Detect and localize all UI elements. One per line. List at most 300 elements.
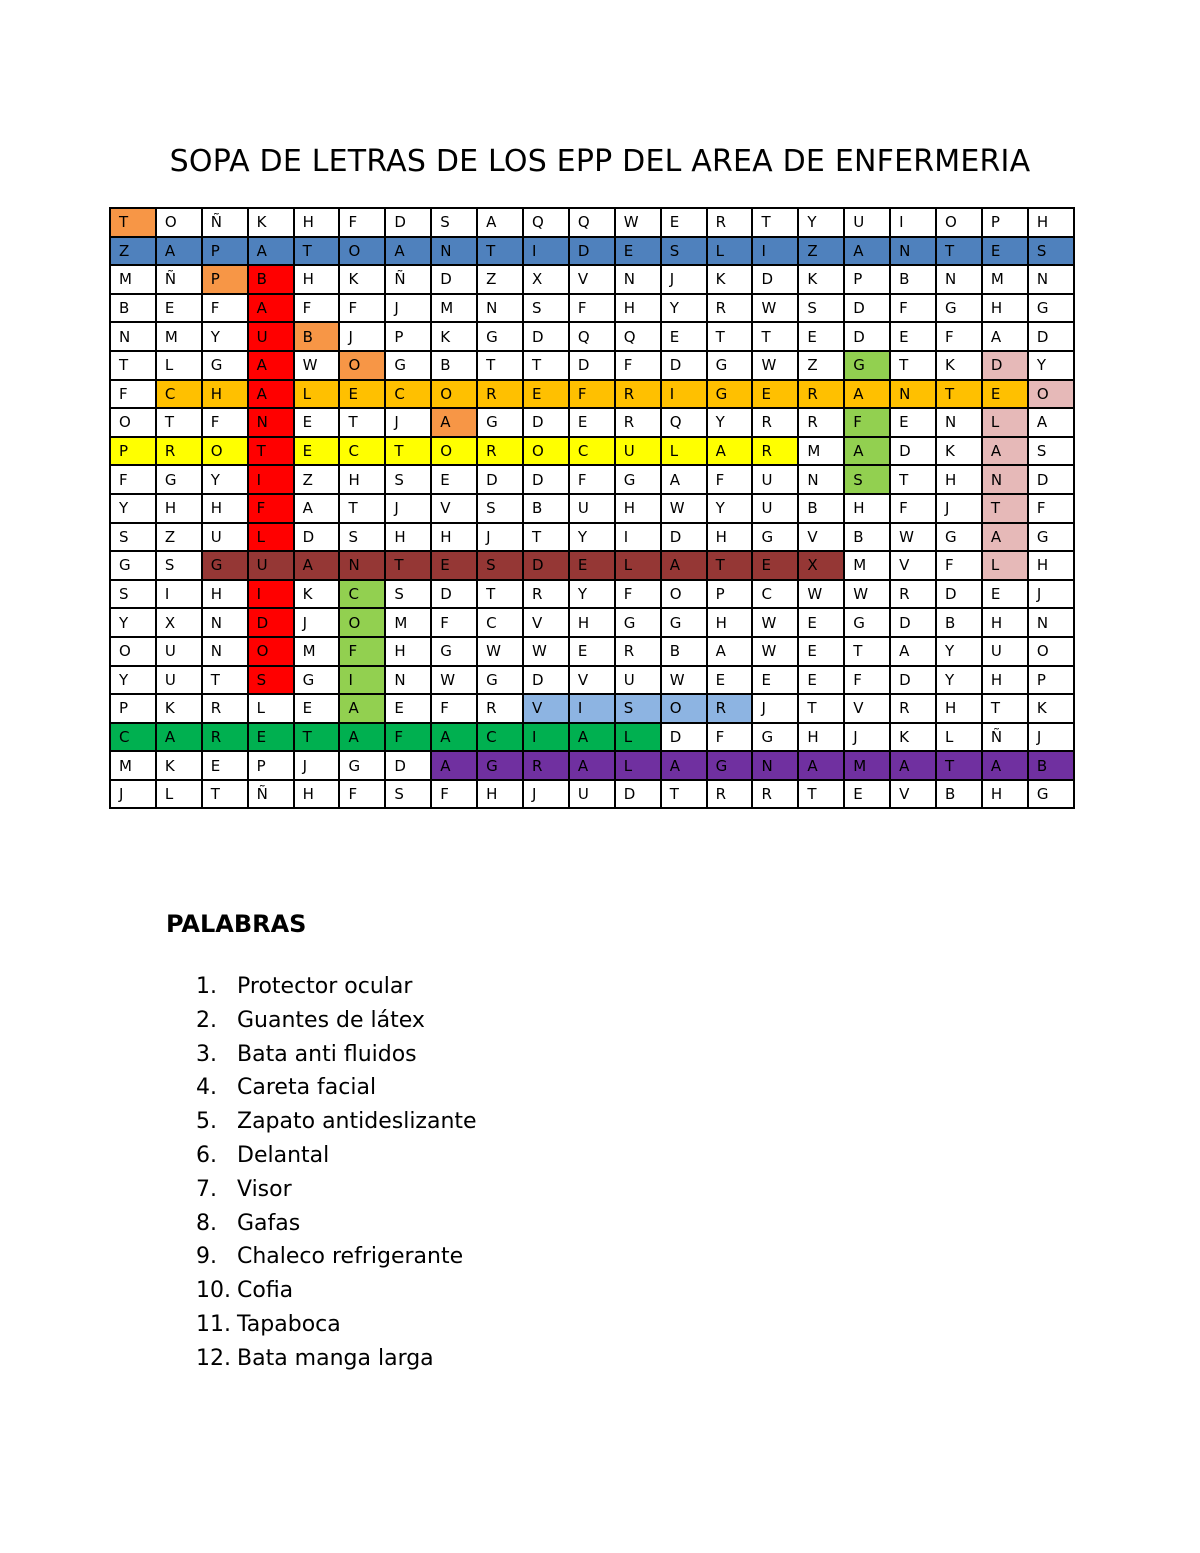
grid-cell: T [844, 637, 890, 666]
grid-cell: E [294, 437, 340, 466]
grid-cell: H [707, 608, 753, 637]
grid-cell: W [431, 666, 477, 695]
grid-cell: O [523, 437, 569, 466]
grid-cell: R [752, 780, 798, 809]
grid-cell: E [431, 465, 477, 494]
grid-cell: B [798, 494, 844, 523]
grid-cell: D [1028, 322, 1074, 351]
grid-cell: F [615, 580, 661, 609]
grid-cell: J [294, 751, 340, 780]
grid-cell: D [523, 465, 569, 494]
list-item-text: Gafas [237, 1210, 301, 1236]
grid-cell: I [523, 237, 569, 266]
grid-cell: H [798, 723, 844, 752]
grid-cell: N [890, 237, 936, 266]
grid-cell: H [844, 494, 890, 523]
grid-cell: J [477, 523, 523, 552]
grid-cell: O [661, 580, 707, 609]
grid-cell: B [294, 322, 340, 351]
grid-cell: Y [202, 322, 248, 351]
grid-cell: P [110, 694, 156, 723]
grid-cell: T [385, 437, 431, 466]
grid-row [110, 723, 1074, 752]
list-item [196, 1173, 477, 1207]
grid-cell: P [110, 437, 156, 466]
grid-cell: M [156, 322, 202, 351]
grid-cell: Q [569, 322, 615, 351]
grid-cell: D [385, 751, 431, 780]
grid-cell: B [248, 265, 294, 294]
grid-row [110, 608, 1074, 637]
grid-cell: W [661, 666, 707, 695]
grid-cell: L [982, 408, 1028, 437]
grid-cell: F [431, 608, 477, 637]
grid-cell: T [936, 237, 982, 266]
grid-row [110, 523, 1074, 552]
grid-cell: S [431, 208, 477, 237]
grid-cell: F [707, 465, 753, 494]
list-item-number: 2. [196, 1007, 217, 1033]
grid-cell: Z [798, 351, 844, 380]
list-item [196, 1308, 477, 1342]
grid-row [110, 380, 1074, 409]
grid-cell: T [707, 551, 753, 580]
words-heading: PALABRAS [166, 910, 307, 938]
grid-cell: D [615, 780, 661, 809]
grid-row [110, 294, 1074, 323]
grid-cell: D [477, 465, 523, 494]
grid-cell: E [798, 322, 844, 351]
grid-cell: O [156, 208, 202, 237]
grid-cell: N [248, 408, 294, 437]
grid-cell: O [431, 437, 477, 466]
grid-cell: F [1028, 494, 1074, 523]
grid-cell: B [1028, 751, 1074, 780]
grid-cell: Q [615, 322, 661, 351]
grid-cell: Y [936, 666, 982, 695]
grid-cell: R [707, 294, 753, 323]
list-item [196, 1038, 477, 1072]
grid-cell: D [569, 237, 615, 266]
grid-cell: F [339, 208, 385, 237]
grid-cell: U [844, 208, 890, 237]
grid-cell: J [661, 265, 707, 294]
grid-cell: L [294, 380, 340, 409]
grid-cell: A [1028, 408, 1074, 437]
grid-cell: E [294, 408, 340, 437]
grid-cell: E [385, 694, 431, 723]
grid-cell: R [798, 408, 844, 437]
grid-cell: E [798, 637, 844, 666]
grid-cell: N [936, 265, 982, 294]
grid-cell: A [569, 723, 615, 752]
list-item-text: Tapaboca [237, 1311, 341, 1337]
grid-cell: H [615, 494, 661, 523]
grid-cell: R [523, 751, 569, 780]
grid-cell: H [982, 780, 1028, 809]
grid-cell: E [798, 666, 844, 695]
grid-cell: A [339, 723, 385, 752]
grid-cell: M [110, 751, 156, 780]
grid-cell: E [431, 551, 477, 580]
grid-cell: O [936, 208, 982, 237]
grid-cell: X [523, 265, 569, 294]
grid-cell: G [1028, 780, 1074, 809]
grid-cell: Y [110, 608, 156, 637]
grid-cell: S [110, 523, 156, 552]
grid-cell: W [752, 608, 798, 637]
grid-cell: H [569, 608, 615, 637]
list-item [196, 1139, 477, 1173]
grid-cell: J [936, 494, 982, 523]
grid-cell: T [294, 723, 340, 752]
grid-cell: T [661, 780, 707, 809]
grid-cell: R [890, 694, 936, 723]
grid-cell: C [156, 380, 202, 409]
grid-cell: Y [661, 294, 707, 323]
grid-cell: Ñ [385, 265, 431, 294]
grid-cell: G [385, 351, 431, 380]
grid-cell: B [936, 608, 982, 637]
grid-cell: N [202, 637, 248, 666]
grid-cell: J [1028, 580, 1074, 609]
grid-cell: U [615, 437, 661, 466]
grid-cell: N [431, 237, 477, 266]
grid-cell: P [385, 322, 431, 351]
grid-cell: L [156, 351, 202, 380]
list-item-number: 4. [196, 1075, 217, 1101]
grid-cell: S [248, 666, 294, 695]
grid-cell: K [339, 265, 385, 294]
grid-cell: C [569, 437, 615, 466]
grid-cell: N [936, 408, 982, 437]
grid-row [110, 351, 1074, 380]
grid-cell: P [248, 751, 294, 780]
grid-cell: L [936, 723, 982, 752]
grid-cell: H [156, 494, 202, 523]
grid-cell: H [385, 523, 431, 552]
grid-cell: P [982, 208, 1028, 237]
grid-cell: L [982, 551, 1028, 580]
grid-row [110, 780, 1074, 809]
grid-cell: W [294, 351, 340, 380]
grid-cell: T [982, 694, 1028, 723]
grid-cell: E [798, 608, 844, 637]
grid-cell: A [248, 237, 294, 266]
grid-cell: N [1028, 608, 1074, 637]
grid-cell: H [615, 294, 661, 323]
grid-cell: L [661, 437, 707, 466]
grid-cell: H [385, 637, 431, 666]
grid-cell: Q [661, 408, 707, 437]
grid-cell: H [1028, 208, 1074, 237]
grid-body [110, 208, 1074, 808]
grid-cell: G [339, 751, 385, 780]
grid-cell: T [798, 780, 844, 809]
grid-cell: W [844, 580, 890, 609]
grid-cell: D [523, 408, 569, 437]
list-item-text: Delantal [237, 1142, 330, 1168]
grid-cell: F [110, 465, 156, 494]
grid-cell: W [890, 523, 936, 552]
list-item-number: 9. [196, 1244, 217, 1270]
grid-cell: A [661, 751, 707, 780]
grid-cell: D [661, 523, 707, 552]
grid-cell: M [844, 751, 890, 780]
grid-cell: L [248, 523, 294, 552]
list-item-text: Careta facial [237, 1075, 377, 1101]
grid-cell: M [385, 608, 431, 637]
grid-row [110, 237, 1074, 266]
grid-cell: J [110, 780, 156, 809]
grid-cell: Z [294, 465, 340, 494]
grid-cell: W [752, 294, 798, 323]
grid-cell: N [615, 265, 661, 294]
grid-cell: S [339, 523, 385, 552]
grid-cell: G [1028, 523, 1074, 552]
list-item [196, 1207, 477, 1241]
grid-row [110, 437, 1074, 466]
grid-cell: K [936, 437, 982, 466]
grid-cell: W [615, 208, 661, 237]
grid-cell: G [615, 465, 661, 494]
grid-cell: P [844, 265, 890, 294]
word-search-grid [109, 207, 1075, 809]
grid-cell: A [339, 694, 385, 723]
grid-cell: I [248, 580, 294, 609]
grid-cell: L [707, 237, 753, 266]
grid-cell: E [523, 380, 569, 409]
grid-cell: R [707, 694, 753, 723]
word-list [196, 970, 477, 1376]
grid-cell: N [385, 666, 431, 695]
grid-cell: O [1028, 637, 1074, 666]
grid-cell: A [248, 380, 294, 409]
grid-cell: E [752, 551, 798, 580]
list-item-number: 1. [196, 974, 217, 999]
list-item-number: 8. [196, 1210, 217, 1236]
grid-cell: F [707, 723, 753, 752]
list-item-number: 12. [196, 1345, 231, 1371]
grid-cell: S [385, 580, 431, 609]
grid-cell: U [202, 523, 248, 552]
grid-cell: I [661, 380, 707, 409]
grid-cell: U [982, 637, 1028, 666]
grid-cell: F [844, 666, 890, 695]
grid-cell: H [431, 523, 477, 552]
grid-row [110, 494, 1074, 523]
grid-cell: G [707, 380, 753, 409]
grid-cell: H [936, 465, 982, 494]
grid-cell: F [890, 494, 936, 523]
grid-cell: D [569, 351, 615, 380]
grid-cell: A [982, 523, 1028, 552]
grid-cell: D [890, 437, 936, 466]
grid-cell: F [936, 551, 982, 580]
grid-cell: J [294, 608, 340, 637]
list-item-text: Protector ocular [237, 974, 413, 999]
grid-cell: F [385, 723, 431, 752]
grid-cell: H [294, 265, 340, 294]
grid-cell: T [890, 465, 936, 494]
grid-cell: T [477, 580, 523, 609]
grid-cell: T [752, 322, 798, 351]
grid-cell: D [523, 322, 569, 351]
grid-cell: Z [798, 237, 844, 266]
grid-cell: N [202, 608, 248, 637]
grid-cell: L [156, 780, 202, 809]
grid-cell: R [752, 408, 798, 437]
list-item-text: Visor [237, 1176, 292, 1202]
grid-cell: F [569, 465, 615, 494]
grid-cell: G [752, 523, 798, 552]
grid-cell: E [982, 580, 1028, 609]
grid-cell: I [523, 723, 569, 752]
grid-cell: I [156, 580, 202, 609]
list-item-number: 5. [196, 1109, 217, 1135]
grid-cell: R [798, 380, 844, 409]
grid-cell: H [202, 580, 248, 609]
grid-row [110, 751, 1074, 780]
grid-cell: Y [569, 580, 615, 609]
grid-cell: T [110, 208, 156, 237]
grid-cell: D [523, 551, 569, 580]
grid-cell: L [615, 551, 661, 580]
grid-cell: T [707, 322, 753, 351]
grid-cell: E [615, 237, 661, 266]
grid-cell: T [752, 208, 798, 237]
grid-cell: G [110, 551, 156, 580]
grid-cell: T [890, 351, 936, 380]
grid-cell: R [707, 780, 753, 809]
list-item-number: 10. [196, 1278, 231, 1304]
grid-cell: T [202, 666, 248, 695]
grid-cell: A [156, 237, 202, 266]
grid-cell: J [385, 294, 431, 323]
grid-cell: E [569, 551, 615, 580]
grid-cell: K [890, 723, 936, 752]
grid-cell: K [798, 265, 844, 294]
grid-cell: A [661, 551, 707, 580]
grid-cell: H [1028, 551, 1074, 580]
grid-cell: D [294, 523, 340, 552]
grid-cell: R [202, 723, 248, 752]
grid-cell: D [844, 294, 890, 323]
grid-cell: C [477, 723, 523, 752]
grid-cell: C [385, 380, 431, 409]
grid-cell: Y [110, 494, 156, 523]
grid-cell: R [752, 437, 798, 466]
grid-cell: Ñ [156, 265, 202, 294]
grid-cell: F [339, 637, 385, 666]
grid-cell: E [569, 408, 615, 437]
grid-cell: G [844, 351, 890, 380]
grid-cell: E [569, 637, 615, 666]
grid-cell: F [294, 294, 340, 323]
grid-cell: A [890, 637, 936, 666]
grid-cell: A [477, 208, 523, 237]
grid-cell: H [202, 380, 248, 409]
grid-cell: C [339, 437, 385, 466]
list-item [196, 1071, 477, 1105]
grid-cell: Z [477, 265, 523, 294]
grid-cell: T [202, 780, 248, 809]
grid-cell: U [569, 494, 615, 523]
grid-cell: A [890, 751, 936, 780]
grid-cell: U [248, 322, 294, 351]
grid-cell: P [202, 237, 248, 266]
grid-cell: V [890, 551, 936, 580]
grid-cell: Y [110, 666, 156, 695]
grid-cell: R [156, 437, 202, 466]
grid-cell: B [523, 494, 569, 523]
grid-cell: B [661, 637, 707, 666]
list-item [196, 970, 477, 1004]
grid-cell: K [707, 265, 753, 294]
grid-cell: U [156, 666, 202, 695]
grid-cell: U [569, 780, 615, 809]
grid-cell: Q [569, 208, 615, 237]
grid-cell: T [156, 408, 202, 437]
grid-row [110, 637, 1074, 666]
grid-cell: T [339, 408, 385, 437]
grid-cell: F [248, 494, 294, 523]
grid-cell: Y [798, 208, 844, 237]
list-item [196, 1240, 477, 1274]
grid-row [110, 465, 1074, 494]
grid-cell: M [110, 265, 156, 294]
grid-row [110, 208, 1074, 237]
grid-cell: N [798, 465, 844, 494]
grid-cell: G [936, 523, 982, 552]
grid-cell: A [982, 322, 1028, 351]
grid-cell: S [477, 551, 523, 580]
grid-cell: F [431, 694, 477, 723]
grid-cell: H [202, 494, 248, 523]
grid-cell: K [156, 694, 202, 723]
grid-cell: R [615, 637, 661, 666]
grid-cell: R [890, 580, 936, 609]
grid-cell: G [431, 637, 477, 666]
grid-cell: G [844, 608, 890, 637]
grid-cell: T [798, 694, 844, 723]
grid-cell: F [890, 294, 936, 323]
grid-cell: A [707, 637, 753, 666]
grid-cell: J [385, 408, 431, 437]
grid-cell: F [339, 780, 385, 809]
grid-cell: R [615, 408, 661, 437]
grid-cell: E [707, 666, 753, 695]
grid-cell: O [1028, 380, 1074, 409]
grid-cell: G [477, 666, 523, 695]
grid-cell: L [615, 723, 661, 752]
grid-cell: R [477, 380, 523, 409]
grid-cell: K [156, 751, 202, 780]
grid-cell: O [110, 408, 156, 437]
grid-cell: E [752, 666, 798, 695]
grid-cell: O [339, 608, 385, 637]
grid-cell: A [844, 437, 890, 466]
grid-cell: Q [523, 208, 569, 237]
list-item [196, 1342, 477, 1376]
grid-cell: A [982, 751, 1028, 780]
grid-cell: G [707, 351, 753, 380]
grid-cell: F [431, 780, 477, 809]
grid-cell: O [248, 637, 294, 666]
grid-cell: T [477, 237, 523, 266]
grid-cell: K [294, 580, 340, 609]
grid-cell: E [661, 322, 707, 351]
